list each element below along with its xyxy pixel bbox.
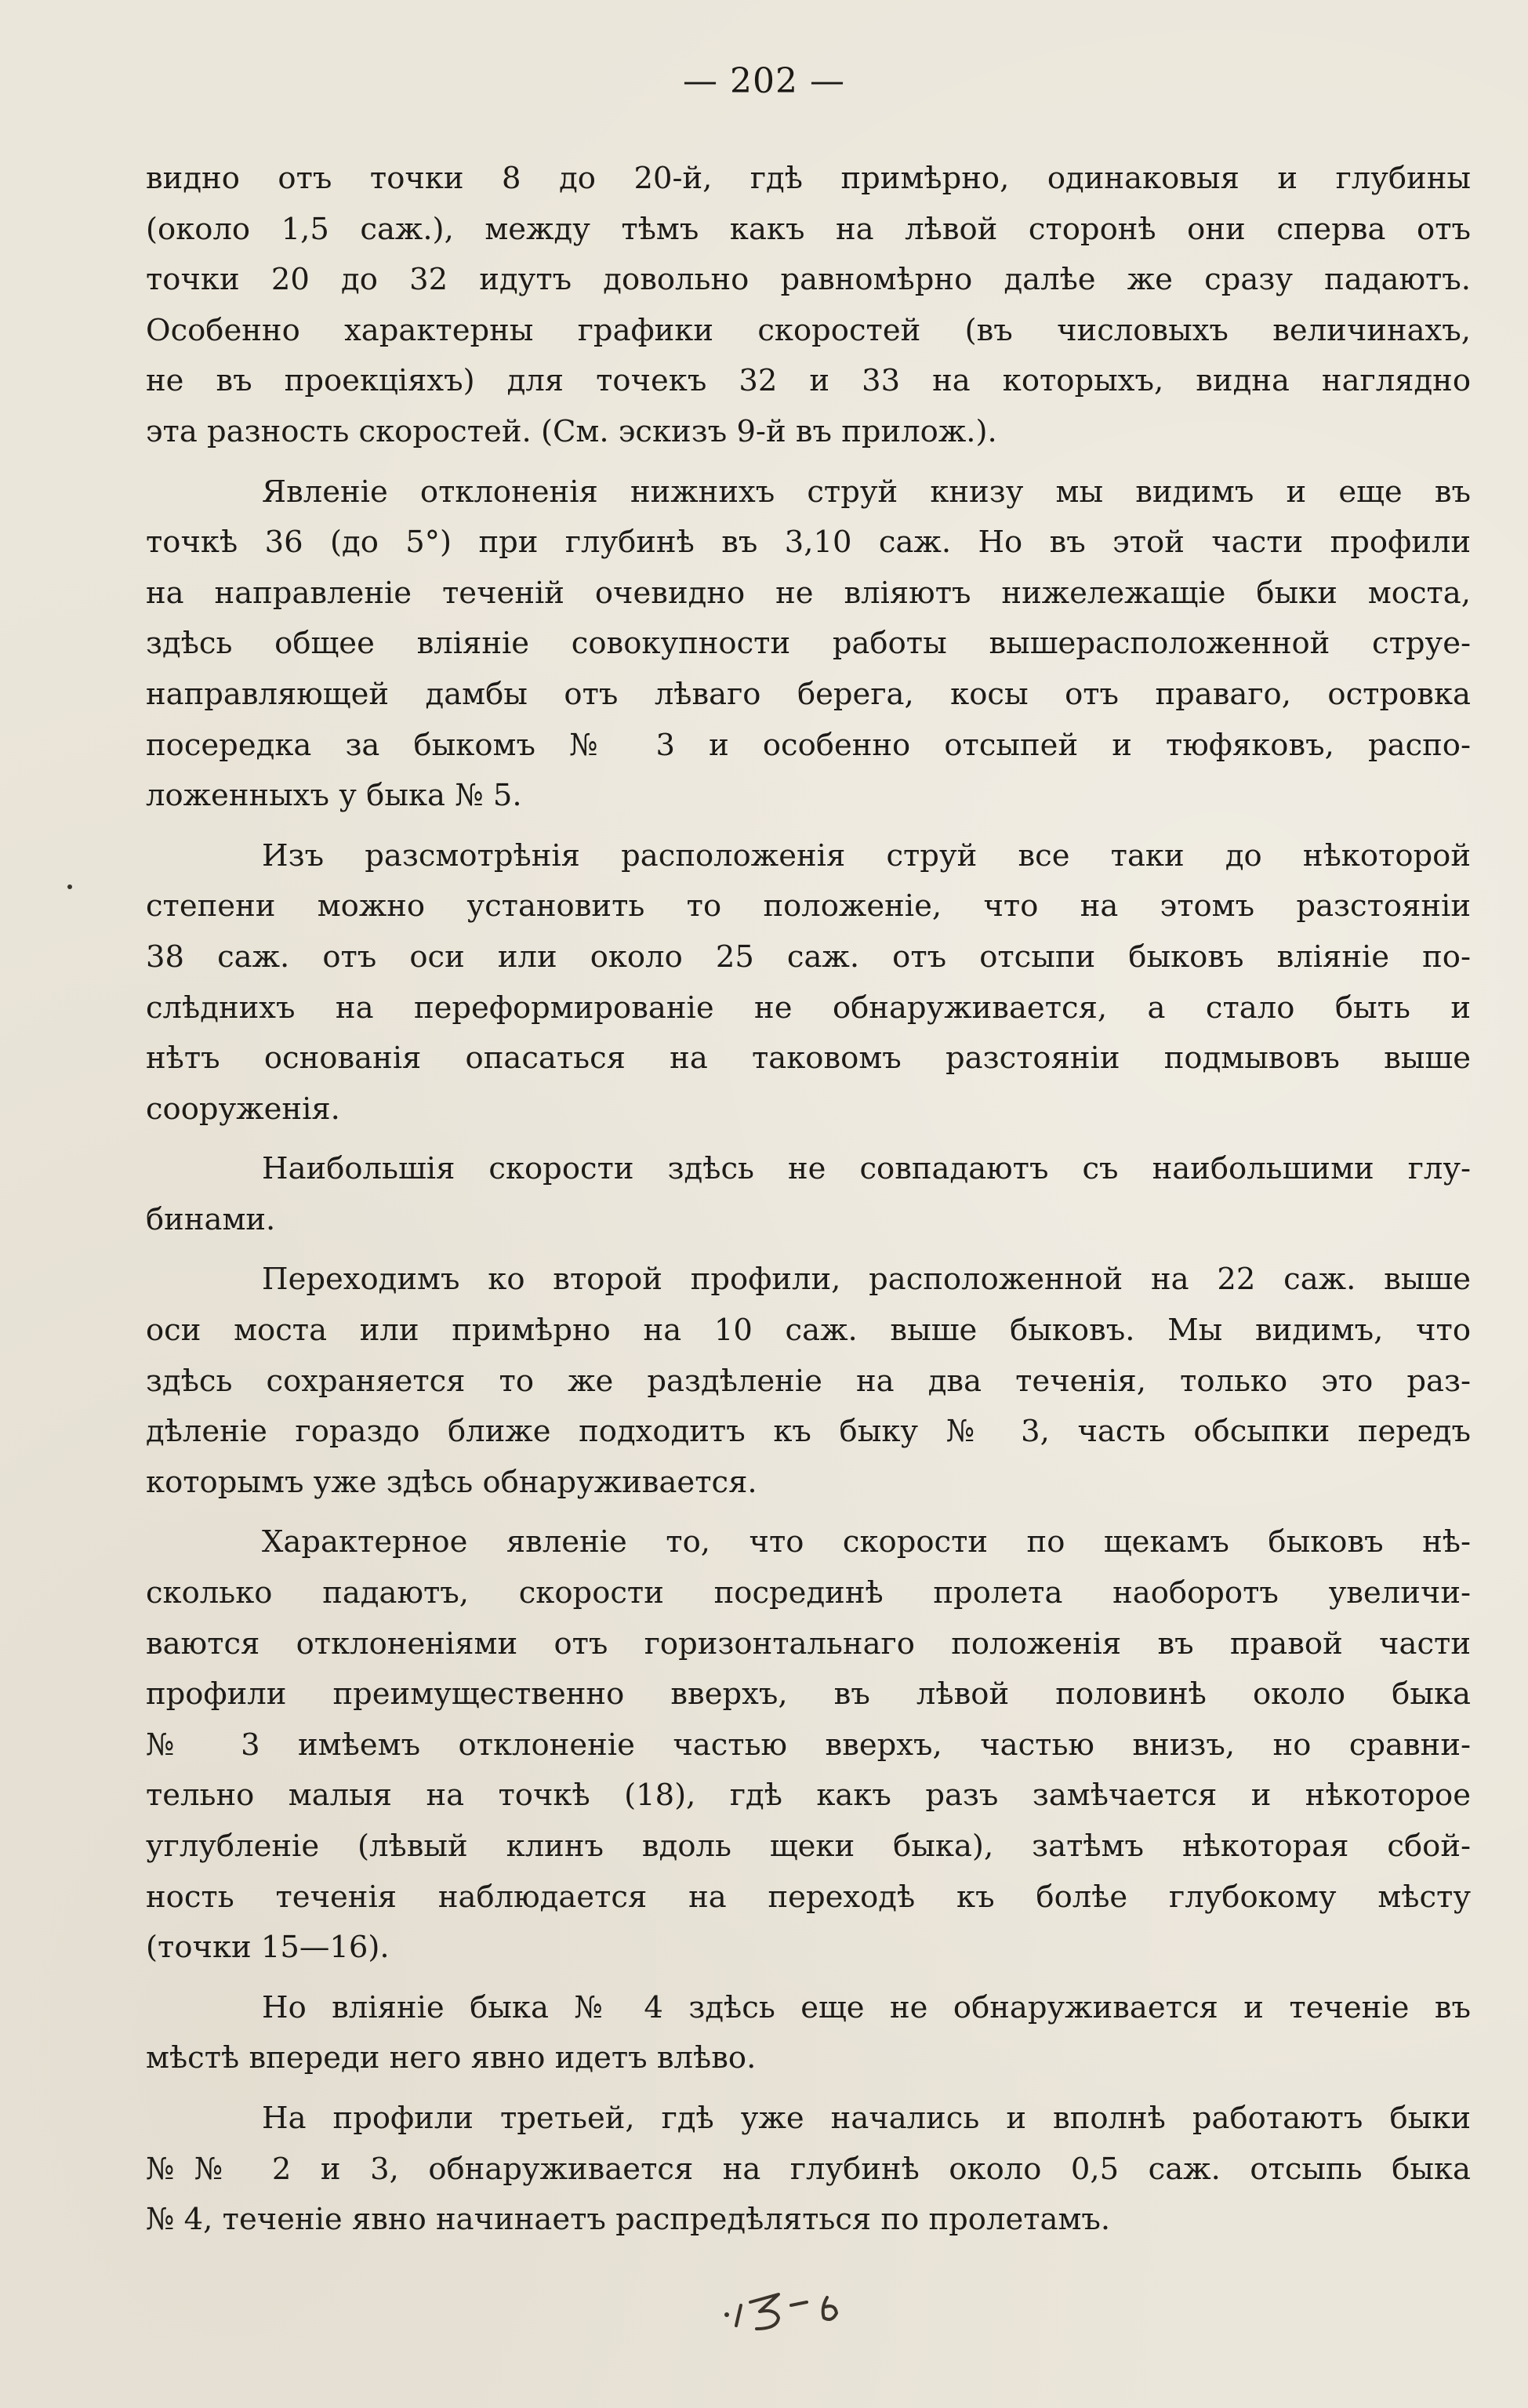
text-line: Но вліяніе быка № 4 здѣсь еще не обнаруживается и теченіе въ <box>262 1989 1471 2025</box>
text-line: оси моста или примѣрно на 10 саж. выше быковъ. Мы видимъ, что <box>146 1313 1471 1349</box>
text-line: мѣстѣ впереди него явно идетъ влѣво. <box>146 2040 757 2076</box>
text-line: посередка за быкомъ № 3 и особенно отсыпей и тюфяковъ, распо- <box>146 727 1471 763</box>
text-line: здѣсь общее вліяніе совокупности работы вышерасположенной струе- <box>146 626 1471 662</box>
text-line: Явленіе отклоненія нижнихъ струй книзу мы видимъ и еще въ <box>262 474 1471 510</box>
text-line: Переходимъ ко второй профили, расположенной на 22 саж. выше <box>262 1262 1471 1298</box>
text-line: эта разность скоростей. (См. эскизъ 9-й въ прилож.). <box>146 413 997 449</box>
text-line: 38 саж. отъ оси или около 25 саж. отъ отсыпи быковъ вліяніе по- <box>146 939 1471 975</box>
text-line: дѣленіе гораздо ближе подходитъ къ быку № 3, часть обсыпки передъ <box>146 1414 1471 1450</box>
text-line: углубленіе (лѣвый клинъ вдоль щеки быка), затѣмъ нѣкоторая сбой- <box>146 1829 1471 1864</box>
text-line: Изъ разсмотрѣнія расположенія струй все таки до нѣкоторой <box>262 837 1471 873</box>
text-line: Наибольшія скорости здѣсь не совпадаютъ съ наибольшими глу- <box>262 1151 1471 1187</box>
text-line: ность теченія наблюдается на переходѣ къ болѣе глубокому мѣсту <box>146 1879 1471 1915</box>
paragraph <box>146 1255 1471 1508</box>
text-line: № 4, теченіе явно начинаетъ распредѣляться по пролетамъ. <box>146 2202 1111 2238</box>
page-number: — 202 — <box>683 61 845 101</box>
text-line: не въ проекціяхъ) для точекъ 32 и 33 на которыхъ, видна наглядно <box>146 363 1471 399</box>
text-line: видно отъ точки 8 до 20-й, гдѣ примѣрно, одинаковыя и глубины <box>146 161 1471 196</box>
text-line: точкѣ 36 (до 5°) при глубинѣ въ 3,10 саж. Но въ этой части профили <box>146 525 1471 561</box>
text-line: здѣсь сохраняется то же раздѣленіе на два теченія, только это раз- <box>146 1363 1471 1399</box>
text-line: ваются отклоненіями отъ горизонтальнаго положенія въ правой части <box>146 1625 1471 1662</box>
ink-speck <box>67 884 72 889</box>
paragraph <box>146 1983 1471 2084</box>
text-line: профили преимущественно вверхъ, въ лѣвой половинѣ около быка <box>146 1676 1471 1712</box>
text-line: на направленіе теченій очевидно не вліяютъ нижележащіе быки моста, <box>146 575 1471 611</box>
paragraph <box>146 831 1471 1135</box>
text-line: слѣднихъ на переформированіе не обнаруживается, а стало быть и <box>146 990 1471 1026</box>
text-line: ложенныхъ у быка № 5. <box>146 778 522 814</box>
handwritten-mark <box>710 2274 890 2337</box>
text-line: сооруженія. <box>146 1091 340 1127</box>
text-line: (точки 15—16). <box>146 1930 390 1966</box>
text-line: нѣтъ основанія опасаться на таковомъ разстояніи подмывовъ выше <box>146 1041 1471 1077</box>
paragraph <box>146 1517 1471 1973</box>
text-line: На профили третьей, гдѣ уже начались и вполнѣ работаютъ быки <box>262 2100 1471 2136</box>
text-line: № 3 имѣемъ отклоненіе частью вверхъ, частью внизъ, но сравни- <box>146 1727 1471 1763</box>
body-text <box>146 154 1471 2255</box>
text-line: №№ 2 и 3, обнаруживается на глубинѣ около 0,5 саж. отсыпь быка <box>146 2151 1471 2187</box>
text-line: Характерное явленіе то, что скорости по щекамъ быковъ нѣ- <box>262 1524 1471 1560</box>
text-line: направляющей дамбы отъ лѣваго берега, косы отъ праваго, островка <box>146 676 1471 712</box>
text-line: точки 20 до 32 идутъ довольно равномѣрно далѣе же сразу падаютъ. <box>146 262 1471 298</box>
text-line: степени можно установить то положеніе, что на этомъ разстояніи <box>146 888 1471 924</box>
paragraph <box>146 1144 1471 1245</box>
text-line: которымъ уже здѣсь обнаруживается. <box>146 1464 757 1500</box>
paragraph <box>146 2094 1471 2246</box>
paragraph <box>146 154 1471 458</box>
paragraph <box>146 467 1471 822</box>
text-line: бинами. <box>146 1201 276 1237</box>
text-line: тельно малыя на точкѣ (18), гдѣ какъ разъ замѣчается и нѣкоторое <box>146 1778 1471 1814</box>
text-line: (около 1,5 саж.), между тѣмъ какъ на лѣвой сторонѣ они сперва отъ <box>146 211 1471 247</box>
text-line: Особенно характерны графики скоростей (въ числовыхъ величинахъ, <box>146 312 1471 348</box>
text-line: сколько падаютъ, скорости посрединѣ пролета наоборотъ увеличи- <box>146 1575 1471 1611</box>
